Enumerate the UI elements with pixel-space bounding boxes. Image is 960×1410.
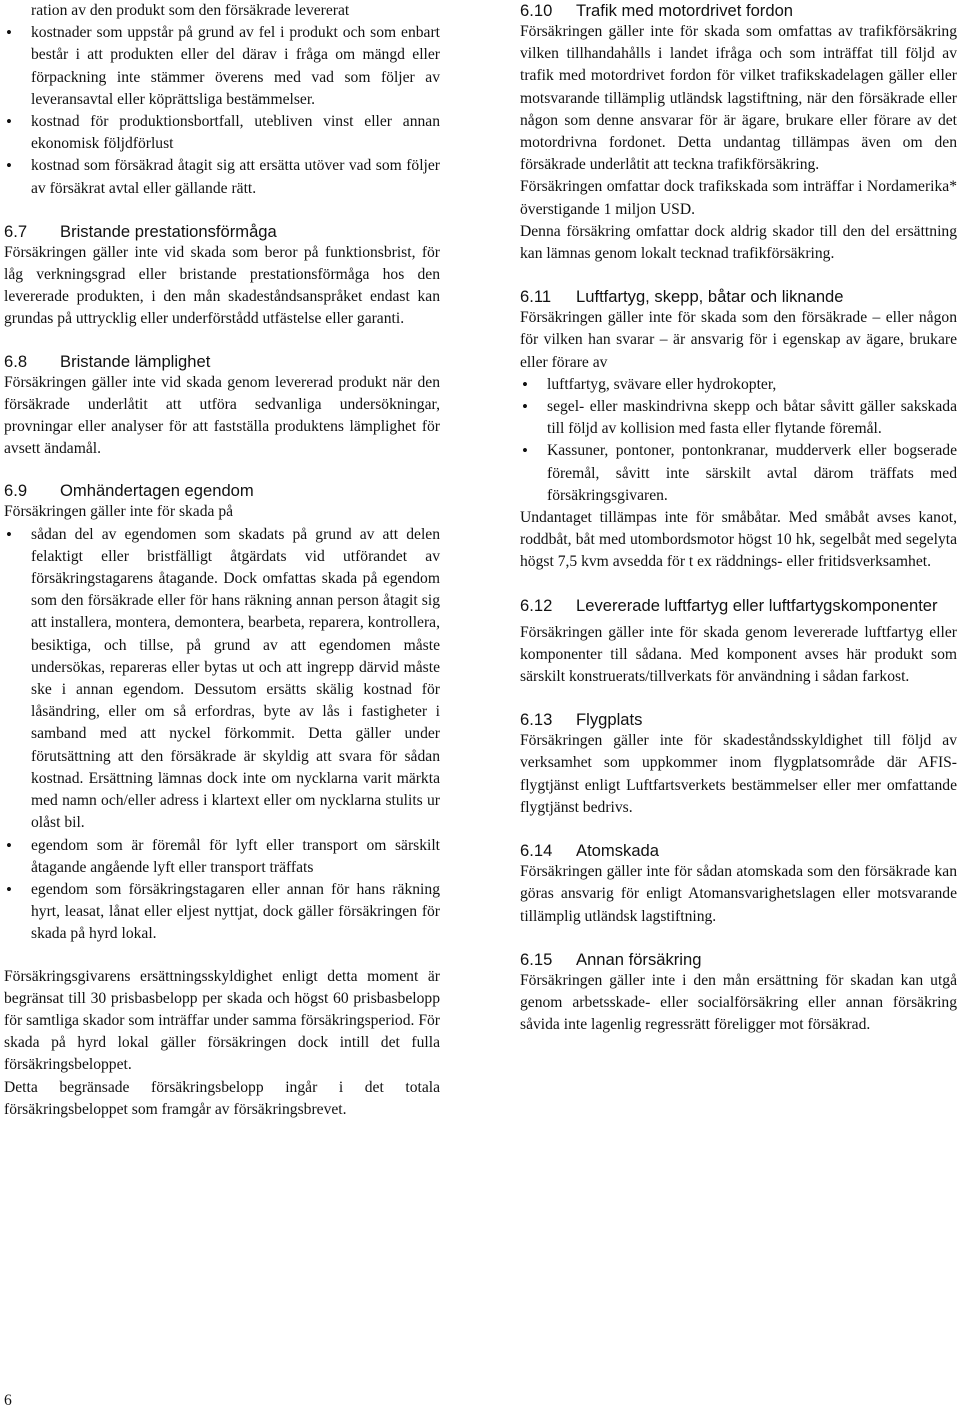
paragraph: Försäkringsgivarens ersättningsskyldighet enligt detta moment är begränsat till 30 prisbasbelopp per skada och högst 60 prisbasbelopp för samtliga skador som inträffar under samma försäkringsperiod. För skada på hyrd lokal gäller försäkringen dock intill det fulla försäkringsbeloppet. xyxy=(4,967,440,1074)
section-heading-6-9 xyxy=(4,480,440,501)
section-number: 6.9 xyxy=(4,481,28,501)
list-item: • Kassuner, pontoner, pontonkranar, mudderverk eller bogserade föremål, såvitt inte särskilt avtal därom träffats med försäkringsgivaren. xyxy=(520,440,957,507)
section-number: 6.8 xyxy=(4,351,28,371)
section-heading-6-12 xyxy=(520,595,957,616)
list-item: • kostnader som uppstår på grund av fel i produkt och som enbart består i att produkten eller del därav i fråga om mängd eller förpackning inte stämmer överens med vad som följer av leveransavtal eller köprättsliga bestämmelser. xyxy=(4,22,440,111)
section-title: Trafik med motordrivet fordon xyxy=(576,1,794,20)
section-number: 6.11 xyxy=(520,287,552,307)
page-number: 6 xyxy=(4,1392,12,1409)
section-text: Försäkringen gäller inte för skada som den försäkrade – eller någon för vilken han svarar – är ansvarig för i egenskap av ägare, brukare eller förare av xyxy=(520,309,957,371)
list-item: • kostnad som försäkrad åtagit sig att ersätta utöver vad som följer av försäkrat avtal eller gällande rätt. xyxy=(4,155,440,199)
section-number: 6.14 xyxy=(520,841,553,861)
section-heading-6-7 xyxy=(4,221,440,242)
section-text: Undantaget tillämpas inte för småbåtar. Med småbåt avses kanot, roddbåt, båt med utombordsmotor högst 10 hk, segelbåt med segelyta högst 7,5 kvm avsedda för t ex räddnings- eller fritidsverksamhet. xyxy=(520,509,957,571)
section-text: Försäkringen gäller inte vid skada som beror på funktionsbrist, för låg verkningsgrad eller bristande prestationsförmåga hos den levererade produkten, i den mån skadeståndsanspråket endast kan grundas på uttrycklig eller underförstådd utfästelse eller garanti. xyxy=(4,243,440,328)
section-heading-6-10 xyxy=(520,0,957,21)
list-item: • egendom som är föremål för lyft eller transport om särskilt åtagande angående lyft eller transport träffats xyxy=(4,835,440,879)
section-heading-6-8 xyxy=(4,351,440,372)
section-text: Försäkringen gäller inte i den mån ersättning för skadan kan utgå genom arbetsskade- eller socialförsäkring eller annan försäkring såvida inte lagenlig regressrätt föreligger mot försäkrad. xyxy=(520,971,957,1034)
section-number: 6.10 xyxy=(520,1,553,20)
section-text: Försäkringen gäller inte för skadeståndsskyldighet till följd av verksamhet som uppkommer inom flygplatsområde där AFIS-flygtjänst enligt Luftfartsverkets bestämmelser eller mer omfattande flygtjänst bedrivs. xyxy=(520,732,957,816)
section-title: Bristande lämplighet xyxy=(60,351,211,371)
section-heading-6-13 xyxy=(520,709,957,730)
list-item: • kostnad för produktionsbortfall, utebliven vinst eller annan ekonomisk följdförlust xyxy=(4,111,440,155)
section-text: Denna försäkring omfattar dock aldrig skador till den del ersättning kan lämnas genom lokalt tecknad trafikförsäkring. xyxy=(520,222,957,263)
section-title: Annan försäkring xyxy=(576,949,702,969)
section-title: Luftfartyg, skepp, båtar och liknande xyxy=(576,287,844,307)
list-item: • segel- eller maskindrivna skepp och båtar såvitt gäller sakskada till följd av kollision med fasta eller flytande föremål. xyxy=(520,396,957,440)
section-heading-6-15 xyxy=(520,949,957,970)
section-number: 6.7 xyxy=(4,221,28,241)
section-title: Levererade luftfartyg eller luftfartygskomponenter xyxy=(576,595,938,615)
section-title: Flygplats xyxy=(576,710,643,730)
section-title: Bristande prestationsförmåga xyxy=(60,221,277,241)
list-item: • luftfartyg, svävare eller hydrokopter, xyxy=(520,374,957,396)
continued-text: ration av den produkt som den försäkrade levererat xyxy=(31,2,350,19)
section-text: Försäkringen gäller inte för skada genom levererade luftfartyg eller komponenter till sådana. Med komponent avses här produkt som särskilt konstruerats/tillverkats för användning i sådan farkost. xyxy=(520,623,957,686)
section-bullet-list xyxy=(4,524,440,946)
section-number: 6.12 xyxy=(520,595,553,615)
section-title: Omhändertagen egendom xyxy=(60,481,254,501)
section-bullet-list xyxy=(520,374,957,507)
list-item: • sådan del av egendomen som skadats på grund av att delen felaktigt eller bristfälligt åtgärdats vid utförandet av försäkringstagarens åtagande. Dock omfattas skada på egendom som den försäkrade eller för hans räkning annan person åtagit sig att installera, montera, demontera, bearbeta, reparera, kontrollera, besiktiga, och tillse, på grund av att egendomen måste undersökas, repareras eller bytas ut och att ingrepp därvid måste ske i annan egendom. Dessutom ersätts skälig kostnad för låsändring, eller om så erfordras, byte av lås i fastigheter i samband med att nyckel förkommit. Detta gäller under förutsättning att den försäkrade är skyldig att svara för sådan kostnad. Ersättning lämnas dock inte om nycklarna varit märkta med namn och/eller adress i klartext eller om nycklarna stulits ur olåst bil. xyxy=(4,524,440,835)
paragraph: Detta begränsade försäkringsbelopp ingår i det totala försäkringsbeloppet som framgår av försäkringsbrevet. xyxy=(4,1078,440,1118)
section-text: Försäkringen gäller inte för skada som omfattas av trafikförsäkring vilken tillhandahålls i landet ifråga och som inträffat till följd av trafik med motordrivet fordon för vilket trafikskadelagen gäller eller motsvarande tillämplig utländsk lagstiftning, när den försäkrade eller någon som denne ansvarar för är ägare, brukare eller förare av det motordrivna fordonet. Detta undantag tillämpas även om den försäkrade underlåtit att teckna trafikförsäkring. xyxy=(520,23,957,174)
left-column xyxy=(4,0,440,1121)
section-number: 6.13 xyxy=(520,710,553,730)
section-title: Atomskada xyxy=(576,841,660,861)
section-text: Försäkringen gäller inte för sådan atomskada som den försäkrade kan göras ansvarig för enligt Atomansvarighetslagen eller motsvarande tillämplig utländsk lagstiftning. xyxy=(520,863,957,925)
intro-bullet-list xyxy=(4,22,440,200)
list-item: • egendom som försäkringstagaren eller annan för hans räkning hyrt, leasat, lånat eller eljest nyttjat, dock gäller försäkringen för skada på hyrd lokal. xyxy=(4,879,440,946)
section-text: Försäkringen gäller inte för skada på xyxy=(4,503,234,521)
section-text: Försäkringen omfattar dock trafikskada som inträffar i Nordamerika* överstigande 1 miljon USD. xyxy=(520,178,957,218)
section-heading-6-11 xyxy=(520,286,957,307)
section-heading-6-14 xyxy=(520,840,957,861)
section-number: 6.15 xyxy=(520,949,553,969)
right-column xyxy=(520,0,957,1036)
section-text: Försäkringen gäller inte vid skada genom levererad produkt när den försäkrade underlåtit att utföra sedvanliga undersökningar, provningar eller analyser för att fastställa produktens lämplighet för avsett ändamål. xyxy=(4,373,440,458)
